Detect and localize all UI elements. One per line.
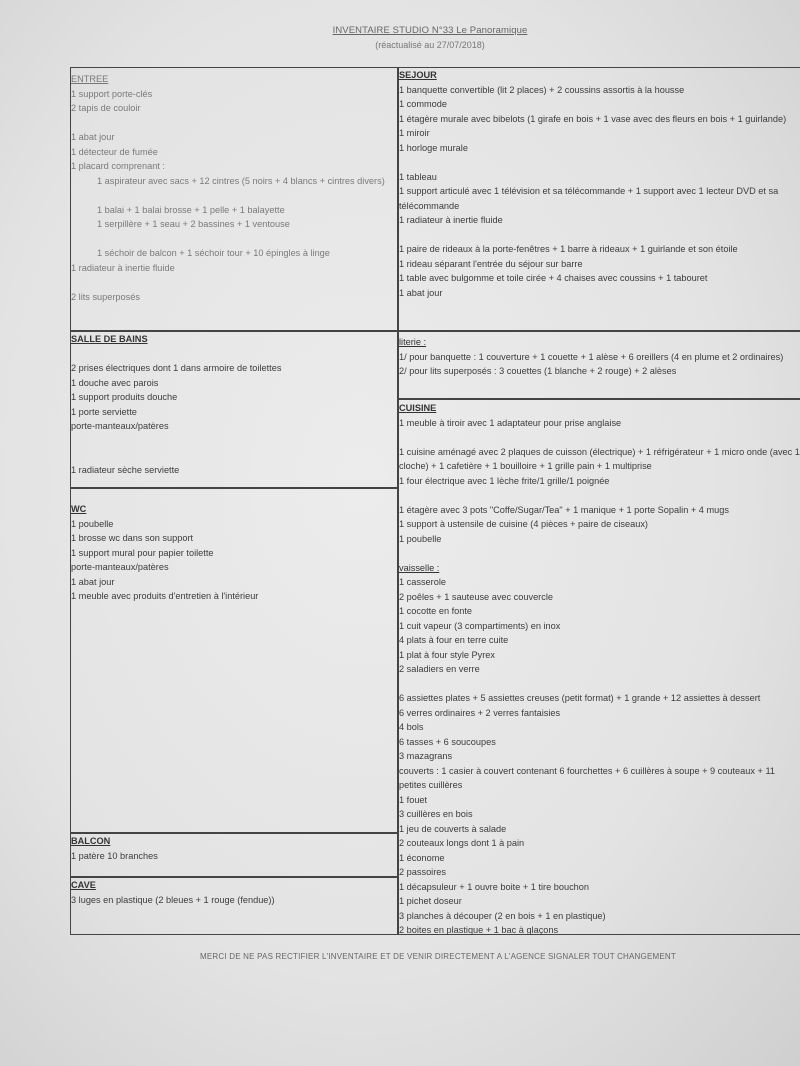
list-item: 1 support mural pour papier toilette <box>71 547 214 558</box>
divider-literie-cuisine <box>397 398 800 400</box>
list-item: 1 porte serviette <box>71 406 137 417</box>
list-item: 1 radiateur à inertie fluide <box>399 215 503 225</box>
balcon-list <box>71 849 395 864</box>
cave-list <box>71 893 395 908</box>
list-item: 1 jeu de couverts à salade <box>399 823 507 834</box>
salle-de-bains-list <box>71 361 395 477</box>
list-item: 1 support porte-clés <box>71 88 153 99</box>
list-item: 1 pichet doseur <box>399 896 462 906</box>
section-title-literie: literie : <box>399 337 427 347</box>
list-item <box>399 488 800 503</box>
list-item: 1 rideau séparant l'entrée du séjour sur barre <box>399 258 583 269</box>
list-item: 1 four électrique avec 1 lèche frite/1 grille/1 poignée <box>399 475 610 486</box>
section-balcon <box>71 834 395 863</box>
list-item: 1 radiateur à inertie fluide <box>71 262 175 273</box>
list-item: 1 économe <box>399 852 445 863</box>
divider-sejour-literie <box>397 330 800 332</box>
list-item <box>71 188 395 203</box>
subsection-title-vaisselle: vaisselle : <box>399 562 440 573</box>
list-item: 1 abat jour <box>71 132 115 142</box>
list-item <box>399 430 800 445</box>
list-item: 1 placard comprenant : <box>71 161 165 171</box>
list-item: 1 table avec bulgomme et toile cirée + 4 chaises avec coussins + 1 tabouret <box>399 273 708 283</box>
list-item: 1 support produits douche <box>71 392 178 402</box>
list-item: 2 couteaux longs dont 1 à pain <box>399 838 525 848</box>
list-item: 2 lits superposés <box>71 291 140 302</box>
section-title-salle-de-bains: SALLE DE BAINS <box>71 334 148 344</box>
section-literie <box>399 335 800 379</box>
list-item: 1 support articulé avec 1 télévision et sa télécommande + 1 support avec 1 lecteur DVD et sa télécommande <box>399 186 779 211</box>
list-item: 1 banquette convertible (lit 2 places) + 2 coussins assortis à la housse <box>399 84 685 95</box>
section-entree <box>71 72 395 304</box>
list-item: 1 brosse wc dans son support <box>71 533 194 543</box>
list-item: 1 miroir <box>399 128 430 138</box>
section-sejour <box>399 68 800 300</box>
list-item: 1 horloge murale <box>399 142 468 153</box>
section-title-balcon: BALCON <box>71 836 111 846</box>
list-item <box>399 546 800 561</box>
footer-notice: MERCI DE NE PAS RECTIFIER L'INVENTAIRE ET DE VENIR DIRECTEMENT A L'AGENCE SIGNALER TOUT CHANGEMENT <box>200 952 676 961</box>
list-item: 1 meuble avec produits d'entretien à l'intérieur <box>71 591 259 601</box>
list-item: 6 verres ordinaires + 2 verres fantaisies <box>399 707 561 718</box>
section-title-sejour: SEJOUR <box>399 70 437 80</box>
list-item: 3 luges en plastique (2 bleues + 1 rouge (fendue)) <box>71 894 275 905</box>
list-item: 1 balai + 1 balai brosse + 1 pelle + 1 balayette <box>97 204 285 215</box>
list-item <box>71 116 395 131</box>
literie-list <box>399 350 800 379</box>
list-item: 6 assiettes plates + 5 assiettes creuses (petit format) + 1 grande + 12 assiettes à dessert <box>399 693 761 703</box>
list-item: 2 tapis de couloir <box>71 103 141 113</box>
list-item <box>399 677 800 692</box>
section-wc <box>71 502 395 604</box>
list-item: 2 boites en plastique + 1 bac à glaçons <box>399 925 559 935</box>
section-title-wc: WC <box>71 504 87 514</box>
section-cave <box>71 878 395 907</box>
list-item: 1 casserole <box>399 577 446 587</box>
list-item: 2 poêles + 1 sauteuse avec couvercle <box>399 591 553 602</box>
list-item: 3 cuillères en bois <box>399 809 473 819</box>
list-item: 1 décapsuleur + 1 ouvre boite + 1 tire bouchon <box>399 881 590 892</box>
list-item: 1 tableau <box>399 171 437 182</box>
section-cuisine <box>399 401 800 938</box>
list-item: 1 support à ustensile de cuisine (4 pièces + paire de ciseaux) <box>399 519 648 529</box>
cuisine-list <box>399 416 800 561</box>
list-item: 4 bols <box>399 722 424 732</box>
list-item: 1 cuisine aménagé avec 2 plaques de cuisson (électrique) + 1 réfrigérateur + 1 micro onde (avec 1 cloche) + 1 cafetière + 1 bouilloire + 1 grille pain + 1 multiprise <box>399 446 800 471</box>
list-item: 1 meuble à tiroir avec 1 adaptateur pour prise anglaise <box>399 417 622 428</box>
list-item: 2 saladiers en verre <box>399 664 480 674</box>
list-item: 1 paire de rideaux à la porte-fenêtres + 1 barre à rideaux + 1 guirlande et son étoile <box>399 244 738 254</box>
list-item: 1 cuit vapeur (3 compartiments) en inox <box>399 620 561 631</box>
sejour-list <box>399 83 800 301</box>
list-item: 1 commode <box>399 99 448 109</box>
wc-list <box>71 517 395 604</box>
list-item: 1 abat jour <box>399 287 443 298</box>
list-item: 1 poubelle <box>399 533 442 544</box>
list-item: 1 douche avec parois <box>71 377 159 388</box>
list-item: 1 détecteur de fumée <box>71 146 158 157</box>
list-item: 1 patère 10 branches <box>71 850 158 861</box>
section-title-entree: ENTREE <box>71 74 109 84</box>
list-item: 2 prises électriques dont 1 dans armoire de toilettes <box>71 363 282 373</box>
list-item: 3 planches à découper (2 en bois + 1 en plastique) <box>399 910 606 921</box>
list-item: 1 poubelle <box>71 518 114 529</box>
document-subtitle: (réactualisé au 27/07/2018) <box>375 40 485 50</box>
list-item: 1 plat à four style Pyrex <box>399 649 496 660</box>
list-item: 4 plats à four en terre cuite <box>399 635 509 645</box>
document-title: INVENTAIRE STUDIO N°33 Le Panoramique <box>332 25 528 36</box>
list-item: 1 étagère avec 3 pots "Coffe/Sugar/Tea" + 1 manique + 1 porte Sopalin + 4 mugs <box>399 504 729 515</box>
inventory-table <box>70 67 800 935</box>
section-title-cave: CAVE <box>71 880 96 890</box>
divider-sdb-wc <box>71 487 397 489</box>
list-item: 2/ pour lits superposés : 3 couettes (1 blanche + 2 rouge) + 2 alèses <box>399 366 677 376</box>
list-item <box>71 232 395 247</box>
list-item: porte-manteaux/patères <box>71 562 169 572</box>
section-salle-de-bains <box>71 332 395 477</box>
list-item: porte-manteaux/patères <box>71 421 169 431</box>
list-item: 1 étagère murale avec bibelots (1 girafe en bois + 1 vase avec des fleurs en bois + 1 guirlande) <box>399 113 787 124</box>
list-item: 1/ pour banquette : 1 couverture + 1 couette + 1 alèse + 6 oreillers (4 en plume et 2 ordinaires) <box>399 351 784 362</box>
list-item <box>399 155 800 170</box>
list-item <box>71 434 395 449</box>
list-item <box>71 275 395 290</box>
list-item: 1 séchoir de balcon + 1 séchoir tour + 10 épingles à linge <box>97 248 330 258</box>
list-item: couverts : 1 casier à couvert contenant 6 fourchettes + 6 cuillères à soupe + 9 couteaux + 11 petites cuillères <box>399 765 775 790</box>
entree-list <box>71 87 395 305</box>
list-item <box>399 228 800 243</box>
list-item: 1 aspirateur avec sacs + 12 cintres (5 noirs + 4 blancs + cintres divers) <box>97 175 385 186</box>
list-item <box>71 448 395 463</box>
list-item: 1 radiateur sèche serviette <box>71 464 180 475</box>
list-item: 1 cocotte en fonte <box>399 606 473 616</box>
vaisselle-list <box>399 575 800 938</box>
list-item: 3 mazagrans <box>399 751 453 761</box>
list-item: 1 serpillère + 1 seau + 2 bassines + 1 ventouse <box>97 219 290 229</box>
list-item: 1 fouet <box>399 794 428 805</box>
section-title-cuisine: CUISINE <box>399 403 437 413</box>
list-item: 1 abat jour <box>71 576 115 587</box>
list-item: 2 passoires <box>399 867 446 877</box>
list-item: 6 tasses + 6 soucoupes <box>399 736 496 747</box>
